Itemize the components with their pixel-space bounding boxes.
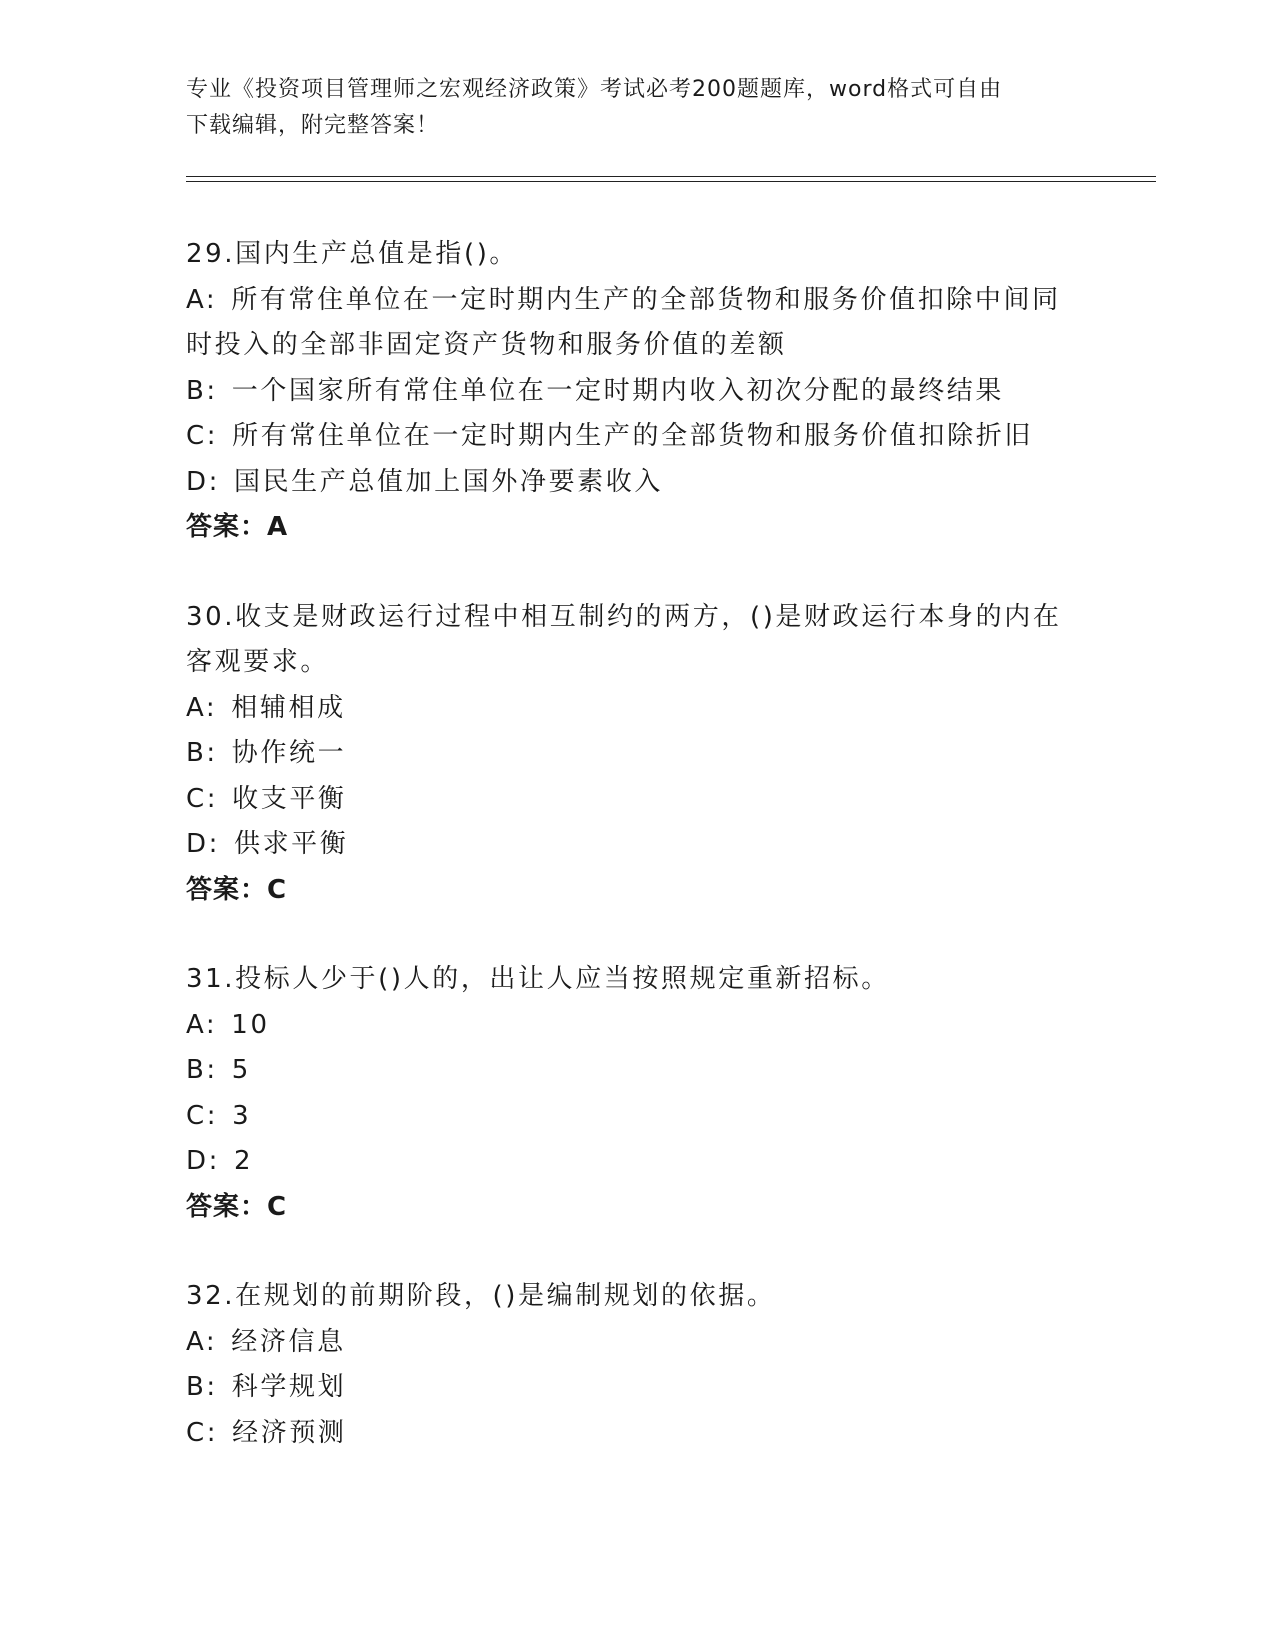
option-text: 所有常住单位在一定时期内生产的全部货物和服务价值扣除中间同 [231, 284, 1061, 315]
option-label: B: [186, 1055, 218, 1085]
option-text: 协作统一 [231, 738, 347, 768]
option-a [186, 278, 1086, 324]
option-label: D: [186, 829, 220, 859]
question-stem: 32.在规划的前期阶段，()是编制规划的依据。 [186, 1281, 776, 1311]
option-text: 收支平衡 [232, 783, 347, 814]
question-31 [186, 957, 1086, 1230]
question-30 [186, 595, 1086, 914]
option-label: D: [186, 1146, 220, 1176]
option-b [186, 369, 1086, 415]
question-stem-continued: 客观要求。 [186, 647, 330, 677]
option-text: 供求平衡 [233, 829, 349, 859]
option-label: B: [186, 1372, 218, 1402]
option-text: 国民生产总值加上国外净要素收入 [233, 466, 663, 497]
option-text: 相辅相成 [231, 692, 346, 723]
option-a [186, 1320, 1086, 1366]
option-label: A: [186, 1326, 218, 1357]
option-text: 所有常住单位在一定时期内生产的全部货物和服务价值扣除折旧 [232, 421, 1033, 451]
option-text: 经济预测 [232, 1417, 347, 1448]
question-stem: 30.收支是财政运行过程中相互制约的两方，()是财政运行本身的内在 [186, 601, 1062, 632]
question-stem: 31.投标人少于()人的，出让人应当按照规定重新招标。 [186, 964, 890, 994]
option-a [186, 1003, 1086, 1049]
answer-line: 答案：A [186, 512, 289, 542]
option-label: C: [186, 421, 219, 451]
option-text: 经济信息 [231, 1326, 346, 1357]
option-label: D: [186, 466, 220, 497]
option-label: B: [186, 375, 218, 406]
option-c [186, 1094, 1086, 1140]
option-b [186, 1365, 1086, 1411]
option-label: C: [186, 1417, 219, 1448]
option-c [186, 777, 1086, 823]
option-text: 一个国家所有常住单位在一定时期内收入初次分配的最终结果 [231, 375, 1004, 406]
option-text: 10 [231, 1009, 270, 1040]
option-label: C: [186, 783, 219, 814]
header-line-2: 下载编辑，附完整答案！ [186, 113, 440, 138]
option-label: A: [186, 1009, 218, 1040]
option-a-continued: 时投入的全部非固定资产货物和服务价值的差额 [186, 330, 787, 360]
option-text: 3 [232, 1100, 252, 1131]
question-stem: 29.国内生产总值是指()。 [186, 239, 519, 269]
option-label: C: [186, 1100, 219, 1131]
option-c [186, 414, 1086, 460]
option-b [186, 731, 1086, 777]
option-label: A: [186, 692, 218, 723]
option-text: 5 [231, 1055, 251, 1085]
option-label: B: [186, 738, 218, 768]
option-d [186, 1139, 1086, 1185]
answer-line: 答案：C [186, 874, 288, 905]
question-list [186, 232, 1086, 1500]
header-line-1: 专业《投资项目管理师之宏观经济政策》考试必考200题题库，word格式可自由 [186, 77, 1003, 102]
option-label: A: [186, 284, 218, 315]
answer-line: 答案：C [186, 1191, 288, 1222]
question-29 [186, 232, 1086, 551]
option-d [186, 822, 1086, 868]
document-header [186, 72, 1066, 144]
question-32 [186, 1274, 1086, 1456]
option-c [186, 1411, 1086, 1457]
header-divider-top [186, 176, 1156, 177]
option-text: 2 [233, 1146, 254, 1176]
option-b [186, 1048, 1086, 1094]
option-d [186, 460, 1086, 506]
option-text: 科学规划 [231, 1372, 347, 1402]
header-divider-bottom [186, 181, 1156, 182]
option-a [186, 686, 1086, 732]
